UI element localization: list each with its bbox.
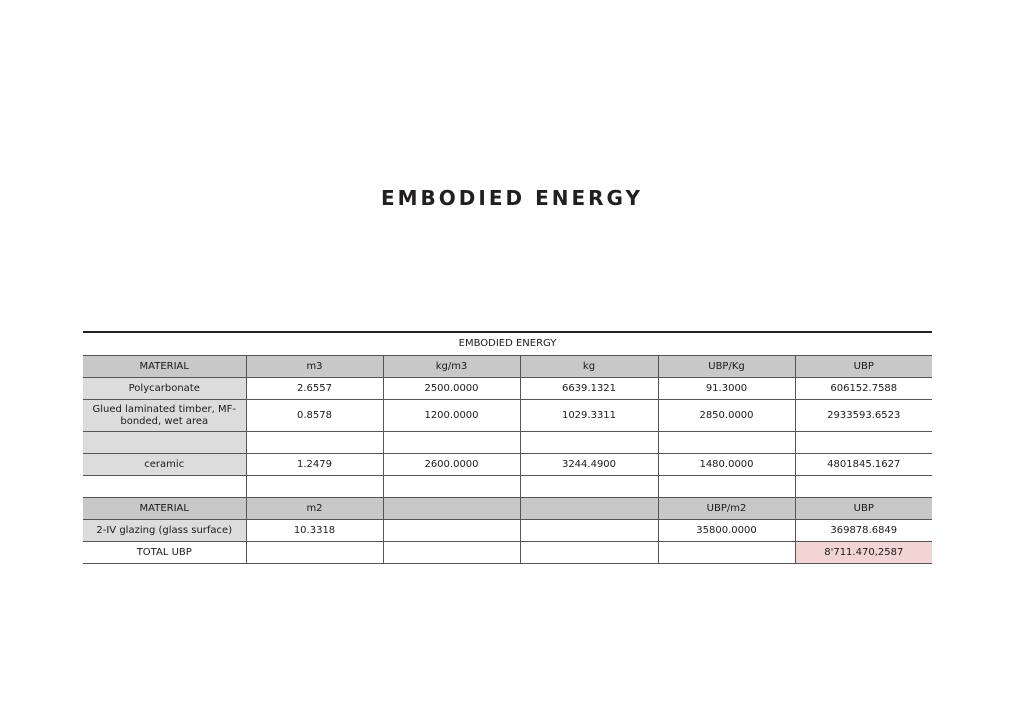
table-cell: 91.3000	[658, 378, 795, 400]
table-cell: 369878.6849	[795, 520, 932, 542]
table-cell: 0.8578	[246, 400, 383, 432]
column-header: UBP/m2	[658, 498, 795, 520]
table-cell: 1200.0000	[383, 400, 520, 432]
material-cell	[83, 476, 246, 498]
table-cell: 4801845.1627	[795, 454, 932, 476]
column-header: UBP	[795, 498, 932, 520]
table-cell	[383, 476, 520, 498]
table-cell	[246, 542, 383, 564]
table-cell	[383, 542, 520, 564]
column-header: UBP	[795, 356, 932, 378]
table-cell	[520, 432, 658, 454]
table-cell	[520, 520, 658, 542]
table-row	[83, 476, 932, 498]
column-header	[383, 498, 520, 520]
table-caption: EMBODIED ENERGY	[83, 332, 932, 356]
table-cell: 2.6557	[246, 378, 383, 400]
table-cell	[383, 520, 520, 542]
table-cell	[246, 432, 383, 454]
table-cell	[795, 476, 932, 498]
table-header-row	[83, 498, 932, 520]
table-cell: 1.2479	[246, 454, 383, 476]
table-cell: 10.3318	[246, 520, 383, 542]
table-cell	[658, 432, 795, 454]
column-header: MATERIAL	[83, 356, 246, 378]
table-header-row	[83, 356, 932, 378]
table-cell: 2933593.6523	[795, 400, 932, 432]
column-header: kg/m3	[383, 356, 520, 378]
table-row	[83, 400, 932, 432]
table-cell	[658, 542, 795, 564]
table-cell: 6639.1321	[520, 378, 658, 400]
table-cell	[520, 542, 658, 564]
total-row	[83, 542, 932, 564]
material-cell: Glued laminated timber, MF-bonded, wet area	[83, 400, 246, 432]
table-cell	[520, 476, 658, 498]
material-cell	[83, 432, 246, 454]
column-header	[520, 498, 658, 520]
table-cell: 606152.7588	[795, 378, 932, 400]
table-cell	[246, 476, 383, 498]
table-cell	[383, 432, 520, 454]
column-header: kg	[520, 356, 658, 378]
table-row	[83, 454, 932, 476]
table-cell: 1480.0000	[658, 454, 795, 476]
material-cell: 2-IV glazing (glass surface)	[83, 520, 246, 542]
table-cell: 2850.0000	[658, 400, 795, 432]
total-label: TOTAL UBP	[83, 542, 246, 564]
table-cell: 3244.4900	[520, 454, 658, 476]
column-header: MATERIAL	[83, 498, 246, 520]
table-cell: 2500.0000	[383, 378, 520, 400]
table-cell	[795, 432, 932, 454]
table-caption-row	[83, 332, 932, 356]
table-cell: 1029.3311	[520, 400, 658, 432]
table-cell: 2600.0000	[383, 454, 520, 476]
table-row	[83, 432, 932, 454]
table-row	[83, 520, 932, 542]
column-header: m2	[246, 498, 383, 520]
table-row	[83, 378, 932, 400]
table-cell	[658, 476, 795, 498]
page-title: EMBODIED ENERGY	[380, 186, 643, 210]
total-value: 8'711.470,2587	[795, 542, 932, 564]
material-cell: Polycarbonate	[83, 378, 246, 400]
material-cell: ceramic	[83, 454, 246, 476]
column-header: UBP/Kg	[658, 356, 795, 378]
table-cell: 35800.0000	[658, 520, 795, 542]
embodied-energy-table	[83, 331, 932, 564]
column-header: m3	[246, 356, 383, 378]
